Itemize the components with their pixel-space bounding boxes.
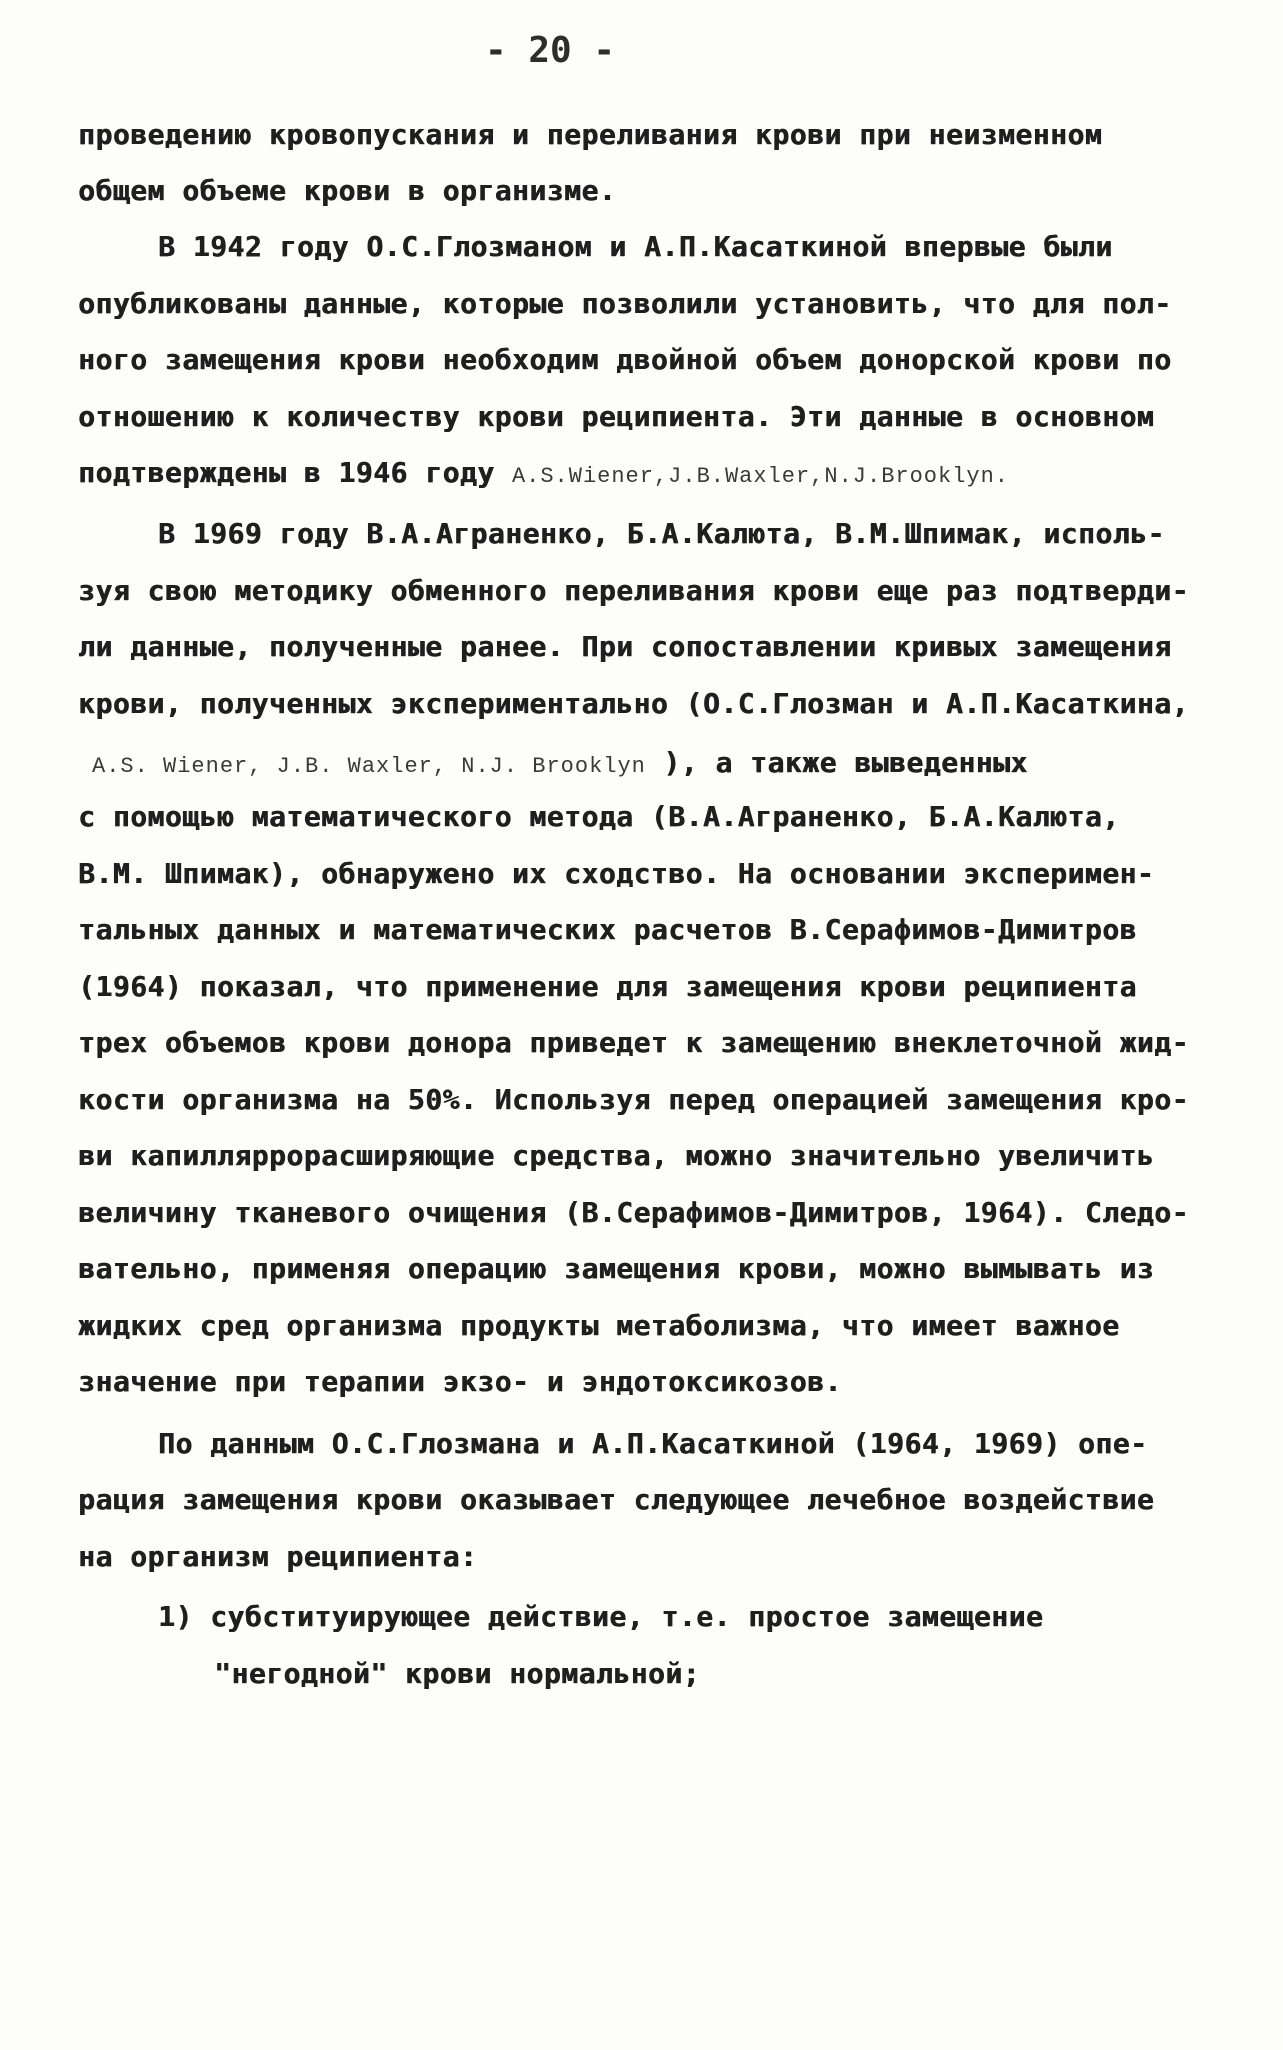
text-line xyxy=(78,343,1172,376)
line-text: зуя свою методику обменного переливания крови еще раз подтверди- xyxy=(78,574,1189,607)
line-text: отношению к количеству крови реципиента. Эти данные в основном xyxy=(78,400,1155,433)
line-text: В 1969 году В.А.Аграненко, Б.А.Калюта, В.М.Шпимак, исполь- xyxy=(158,517,1165,550)
line-text: с помощью математического метода (В.А.Аграненко, Б.А.Калюта, xyxy=(78,800,1120,833)
text-line xyxy=(78,174,616,207)
latin-authors: A.S. Wiener, J.B. Waxler, N.J. Brooklyn xyxy=(92,754,646,779)
line-text: величину тканевого очищения (В.Серафимов-Димитров, 1964). Следо- xyxy=(78,1196,1189,1229)
text-line xyxy=(78,287,1172,320)
text-line xyxy=(78,118,1102,151)
line-text: тальных данных и математических расчетов В.Серафимов-Димитров xyxy=(78,913,1137,946)
text-line xyxy=(158,517,1165,550)
text-line xyxy=(78,456,1009,489)
text-line xyxy=(92,746,1028,779)
line-text: рация замещения крови оказывает следующее лечебное воздействие xyxy=(78,1483,1155,1516)
line-text: трех объемов крови донора приведет к замещению внеклеточной жид- xyxy=(78,1026,1189,1059)
line-text: (1964) показал, что применение для замещения крови реципиента xyxy=(78,970,1137,1003)
line-text: ного замещения крови необходим двойной объем донорской крови по xyxy=(78,343,1172,376)
line-text: 1) субституирующее действие, т.е. простое замещение xyxy=(158,1600,1044,1633)
line-text: В 1942 году О.С.Глозманом и А.П.Касаткиной впервые были xyxy=(158,230,1113,263)
text-line xyxy=(78,400,1154,433)
text-line xyxy=(78,1365,842,1398)
text-line xyxy=(78,1540,477,1573)
latin-authors: A.S.Wiener,J.B.Waxler,N.J.Brooklyn. xyxy=(511,464,1010,489)
line-text: "негодной" крови нормальной; xyxy=(214,1657,701,1690)
text-line xyxy=(78,857,1154,890)
text-line xyxy=(158,230,1113,263)
text-line xyxy=(78,1309,1119,1342)
line-text: подтверждены в 1946 году xyxy=(78,456,512,489)
line-text: вательно, применяя операцию замещения крови, можно вымывать из xyxy=(78,1252,1155,1285)
page-number: - 20 - xyxy=(484,30,616,71)
text-line xyxy=(78,574,1189,607)
line-text: опубликованы данные, которые позволили установить, что для пол- xyxy=(78,287,1172,320)
line-text: жидких сред организма продукты метаболизма, что имеет важное xyxy=(78,1309,1120,1342)
text-line xyxy=(78,913,1137,946)
text-line xyxy=(78,1026,1189,1059)
text-line xyxy=(78,1196,1189,1229)
text-line xyxy=(78,970,1137,1003)
line-text: ли данные, полученные ранее. При сопоставлении кривых замещения xyxy=(78,630,1172,663)
text-line xyxy=(78,1252,1154,1285)
text-line xyxy=(158,1427,1147,1460)
text-line xyxy=(78,687,1189,720)
line-text: крови, полученных экспериментально (О.С.Глозман и А.П.Касаткина, xyxy=(78,687,1189,720)
line-text: ), а также выведенных xyxy=(645,746,1028,779)
text-line xyxy=(78,630,1172,663)
line-text: проведению кровопускания и переливания крови при неизменном xyxy=(78,118,1103,151)
line-text: на организм реципиента: xyxy=(78,1540,478,1573)
text-line xyxy=(78,1139,1154,1172)
text-line xyxy=(158,1600,1043,1633)
text-line xyxy=(78,1483,1154,1516)
line-text: общем объеме крови в организме. xyxy=(78,174,617,207)
line-text: ви капилляррорасширяющие средства, можно значительно увеличить xyxy=(78,1139,1155,1172)
text-line xyxy=(214,1657,700,1690)
text-line xyxy=(78,800,1119,833)
line-text: значение при терапии экзо- и эндотоксикозов. xyxy=(78,1365,842,1398)
text-line xyxy=(78,1083,1189,1116)
line-text: В.М. Шпимак), обнаружено их сходство. На основании эксперимен- xyxy=(78,857,1155,890)
line-text: По данным О.С.Глозмана и А.П.Касаткиной (1964, 1969) опе- xyxy=(158,1427,1148,1460)
line-text: кости организма на 50%. Используя перед операцией замещения кро- xyxy=(78,1083,1189,1116)
